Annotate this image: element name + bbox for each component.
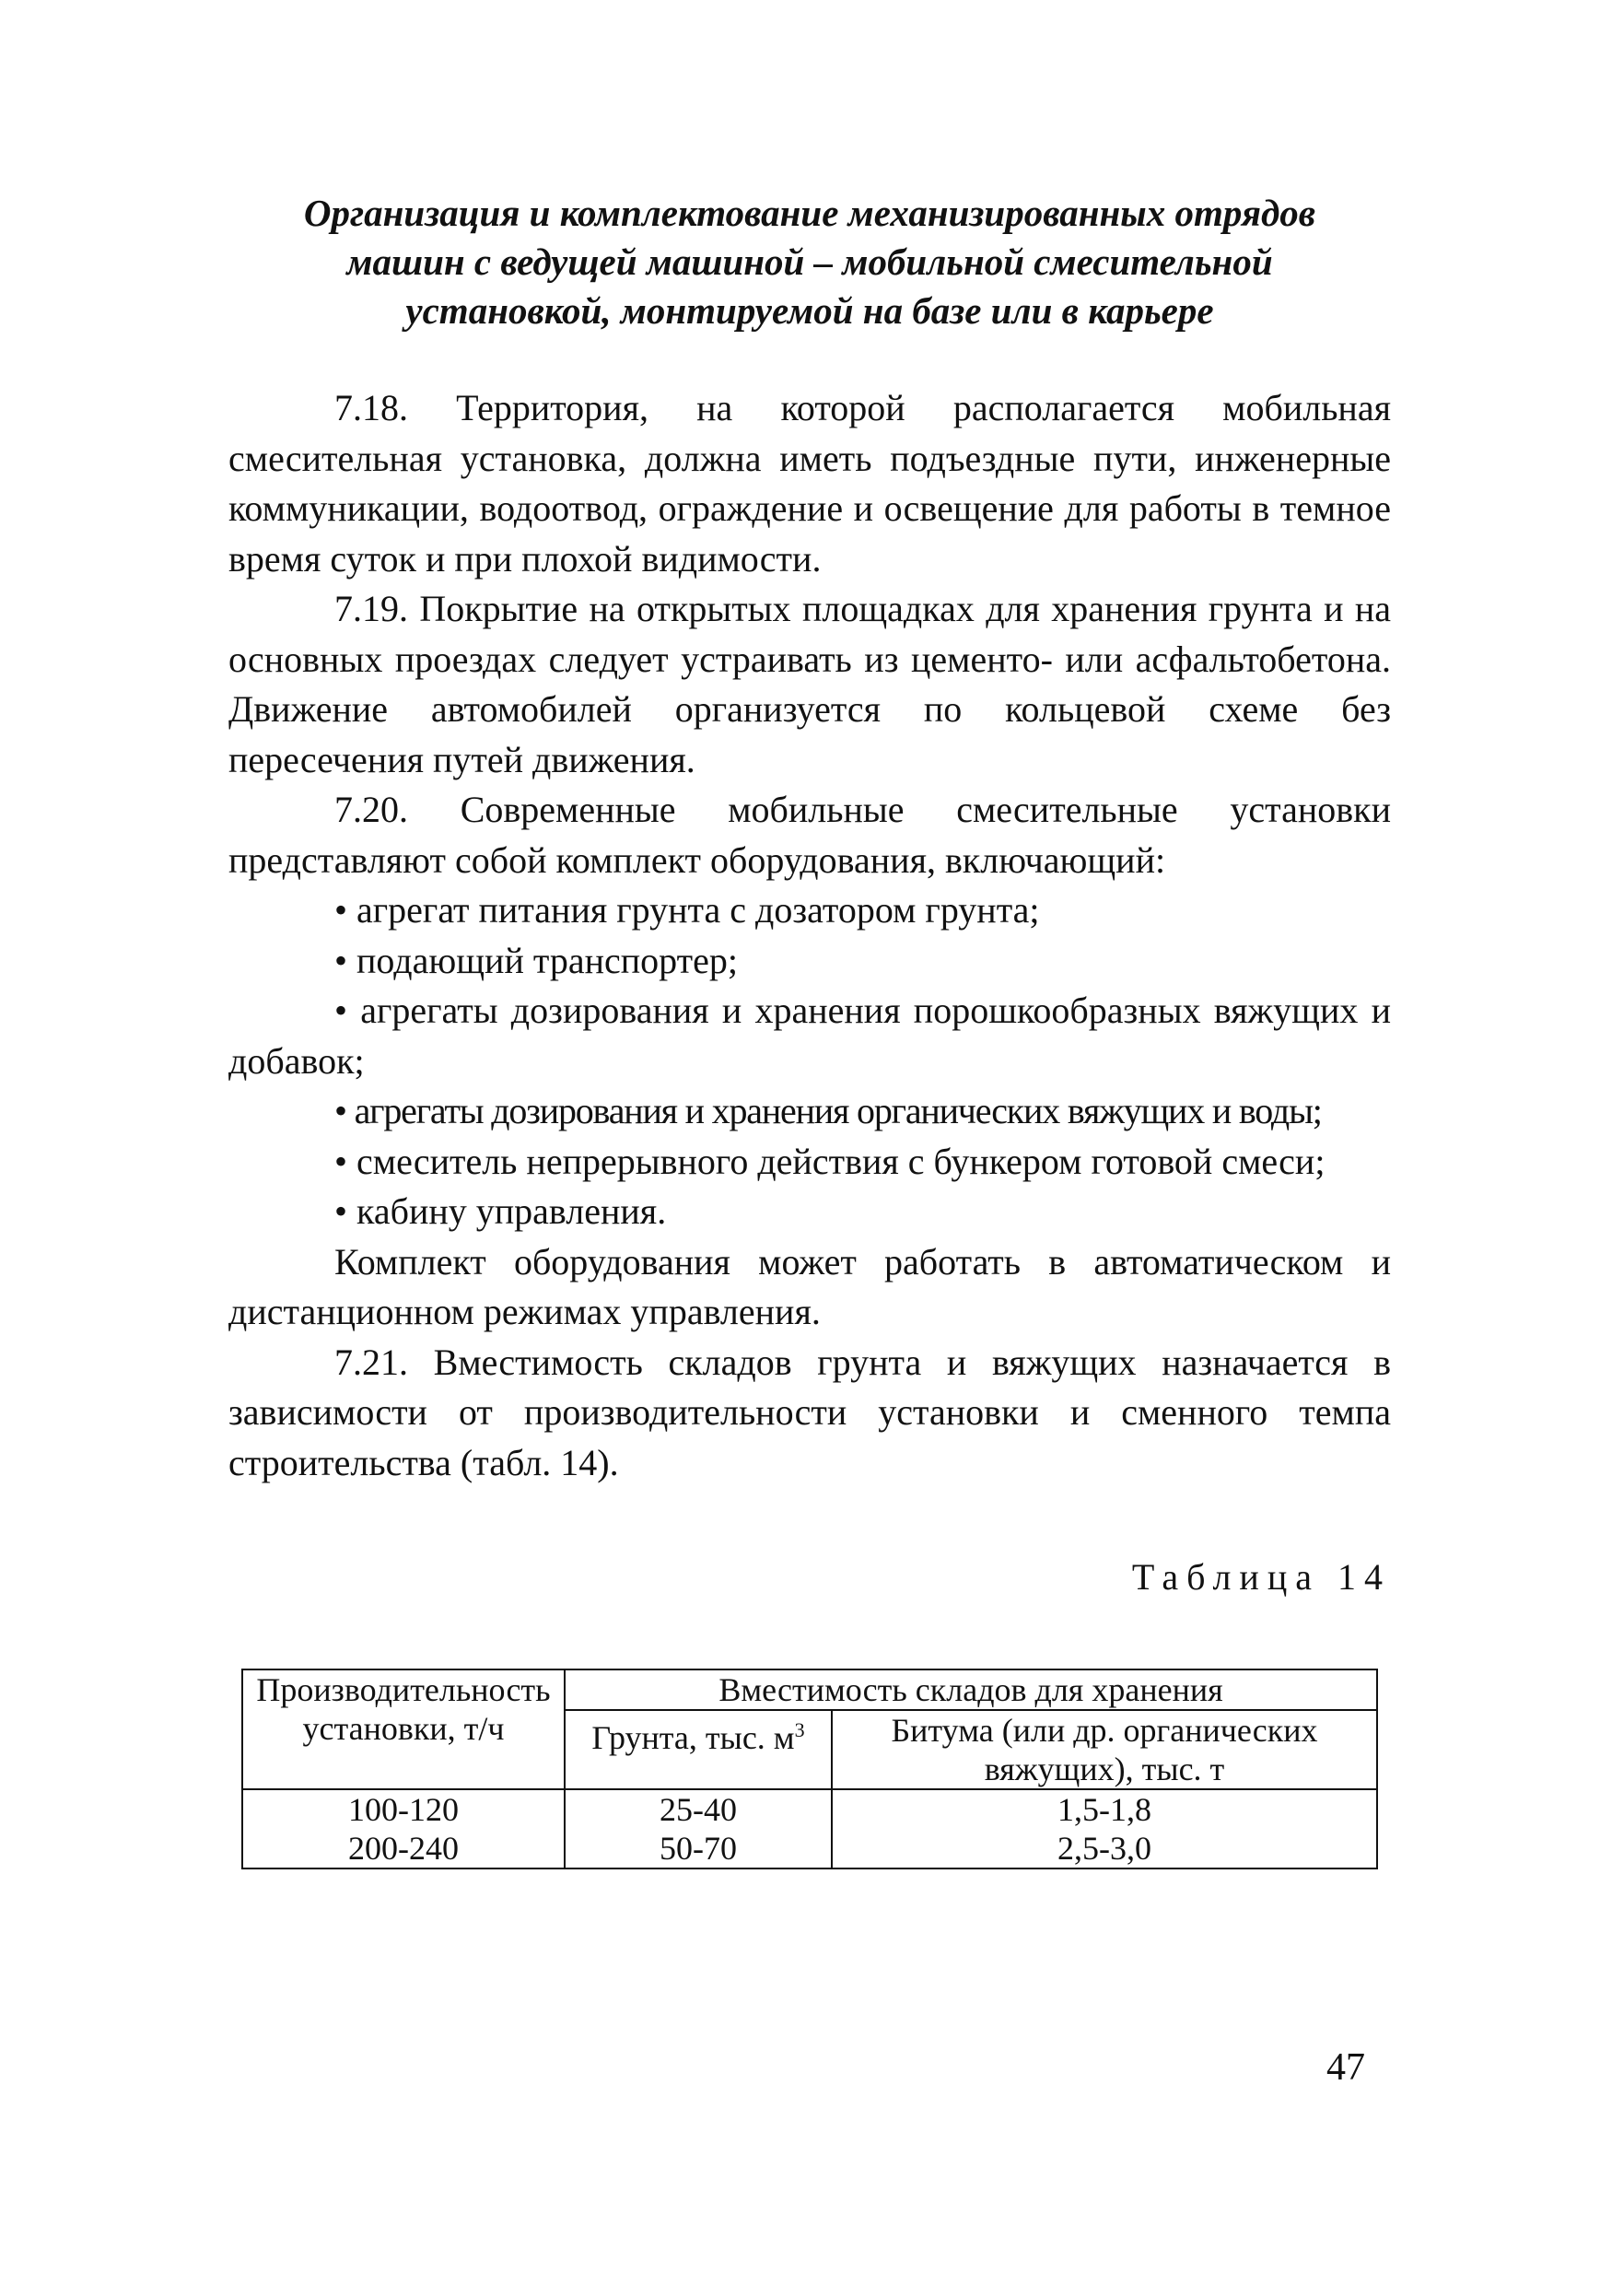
table-row	[242, 1829, 1377, 1868]
table-caption: Таблица 14	[1131, 1556, 1391, 1598]
paragraph-7-19: 7.19. Покрытие на открытых площадках для хранения грунта и на основных проездах следует устраивать из цементо- или асфальтобетона. Движение автомобилей организуется по кольцевой схеме без пересечения путей движения.	[228, 588, 1391, 780]
list-item: • подающий транспортер;	[334, 939, 738, 981]
list-item: • смеситель непрерывного действия с бункером готовой смеси;	[334, 1140, 1326, 1182]
paragraph-7-21: 7.21. Вместимость складов грунта и вяжущих назначается в зависимости от производительности установки и сменного темпа строительства (табл. 14).	[228, 1341, 1391, 1483]
table-header-soil	[565, 1710, 832, 1789]
table-cell: 1,5-1,8	[832, 1789, 1377, 1829]
section-heading	[228, 189, 1391, 335]
table-cell: 200-240	[242, 1829, 565, 1868]
list-item: • кабину управления.	[334, 1190, 667, 1232]
list-item: • агрегаты дозирования и хранения порошкообразных вяжущих и добавок;	[228, 990, 1391, 1082]
table-cell: 2,5-3,0	[832, 1829, 1377, 1868]
table-header-productivity: Производительность установки, т/ч	[242, 1669, 565, 1789]
paragraph-7-20: 7.20. Современные мобильные смесительные установки представляют собой комплект оборудования, включающий:	[228, 789, 1391, 881]
table-row	[242, 1789, 1377, 1829]
table-header-storage-capacity: Вместимость складов для хранения	[565, 1669, 1377, 1710]
table-cell: 50-70	[565, 1829, 832, 1868]
heading-line: Организация и комплектование механизированных отрядов	[303, 192, 1316, 234]
heading-line: машин с ведущей машиной – мобильной смесительной	[346, 240, 1273, 283]
heading-line: установкой, монтируемой на базе или в карьере	[405, 289, 1214, 332]
superscript-exponent: 3	[794, 1718, 805, 1741]
paragraph-7-20-conclusion: Комплект оборудования может работать в автоматическом и дистанционном режимах управления.	[228, 1240, 1391, 1332]
page-number: 47	[1326, 2046, 1365, 2089]
table-header-soil-text: Грунта, тыс. м	[591, 1719, 795, 1756]
table-header-bitumen: Битума (или др. органических вяжущих), тыс. т	[832, 1710, 1377, 1789]
paragraph-7-18: 7.18. Территория, на которой располагается мобильная смесительная установка, должна иметь подъездные пути, инженерные коммуникации, водоотвод, ограждение и освещение для работы в темное время суток и при плохой видимости.	[228, 387, 1391, 580]
list-item: • агрегаты дозирования и хранения органических вяжущих и воды;	[334, 1090, 1322, 1131]
table-cell: 100-120	[242, 1789, 565, 1829]
list-item: • агрегат питания грунта с дозатором грунта;	[334, 889, 1040, 931]
capacity-table	[241, 1669, 1378, 1869]
document-page	[228, 189, 1391, 1869]
table-cell: 25-40	[565, 1789, 832, 1829]
